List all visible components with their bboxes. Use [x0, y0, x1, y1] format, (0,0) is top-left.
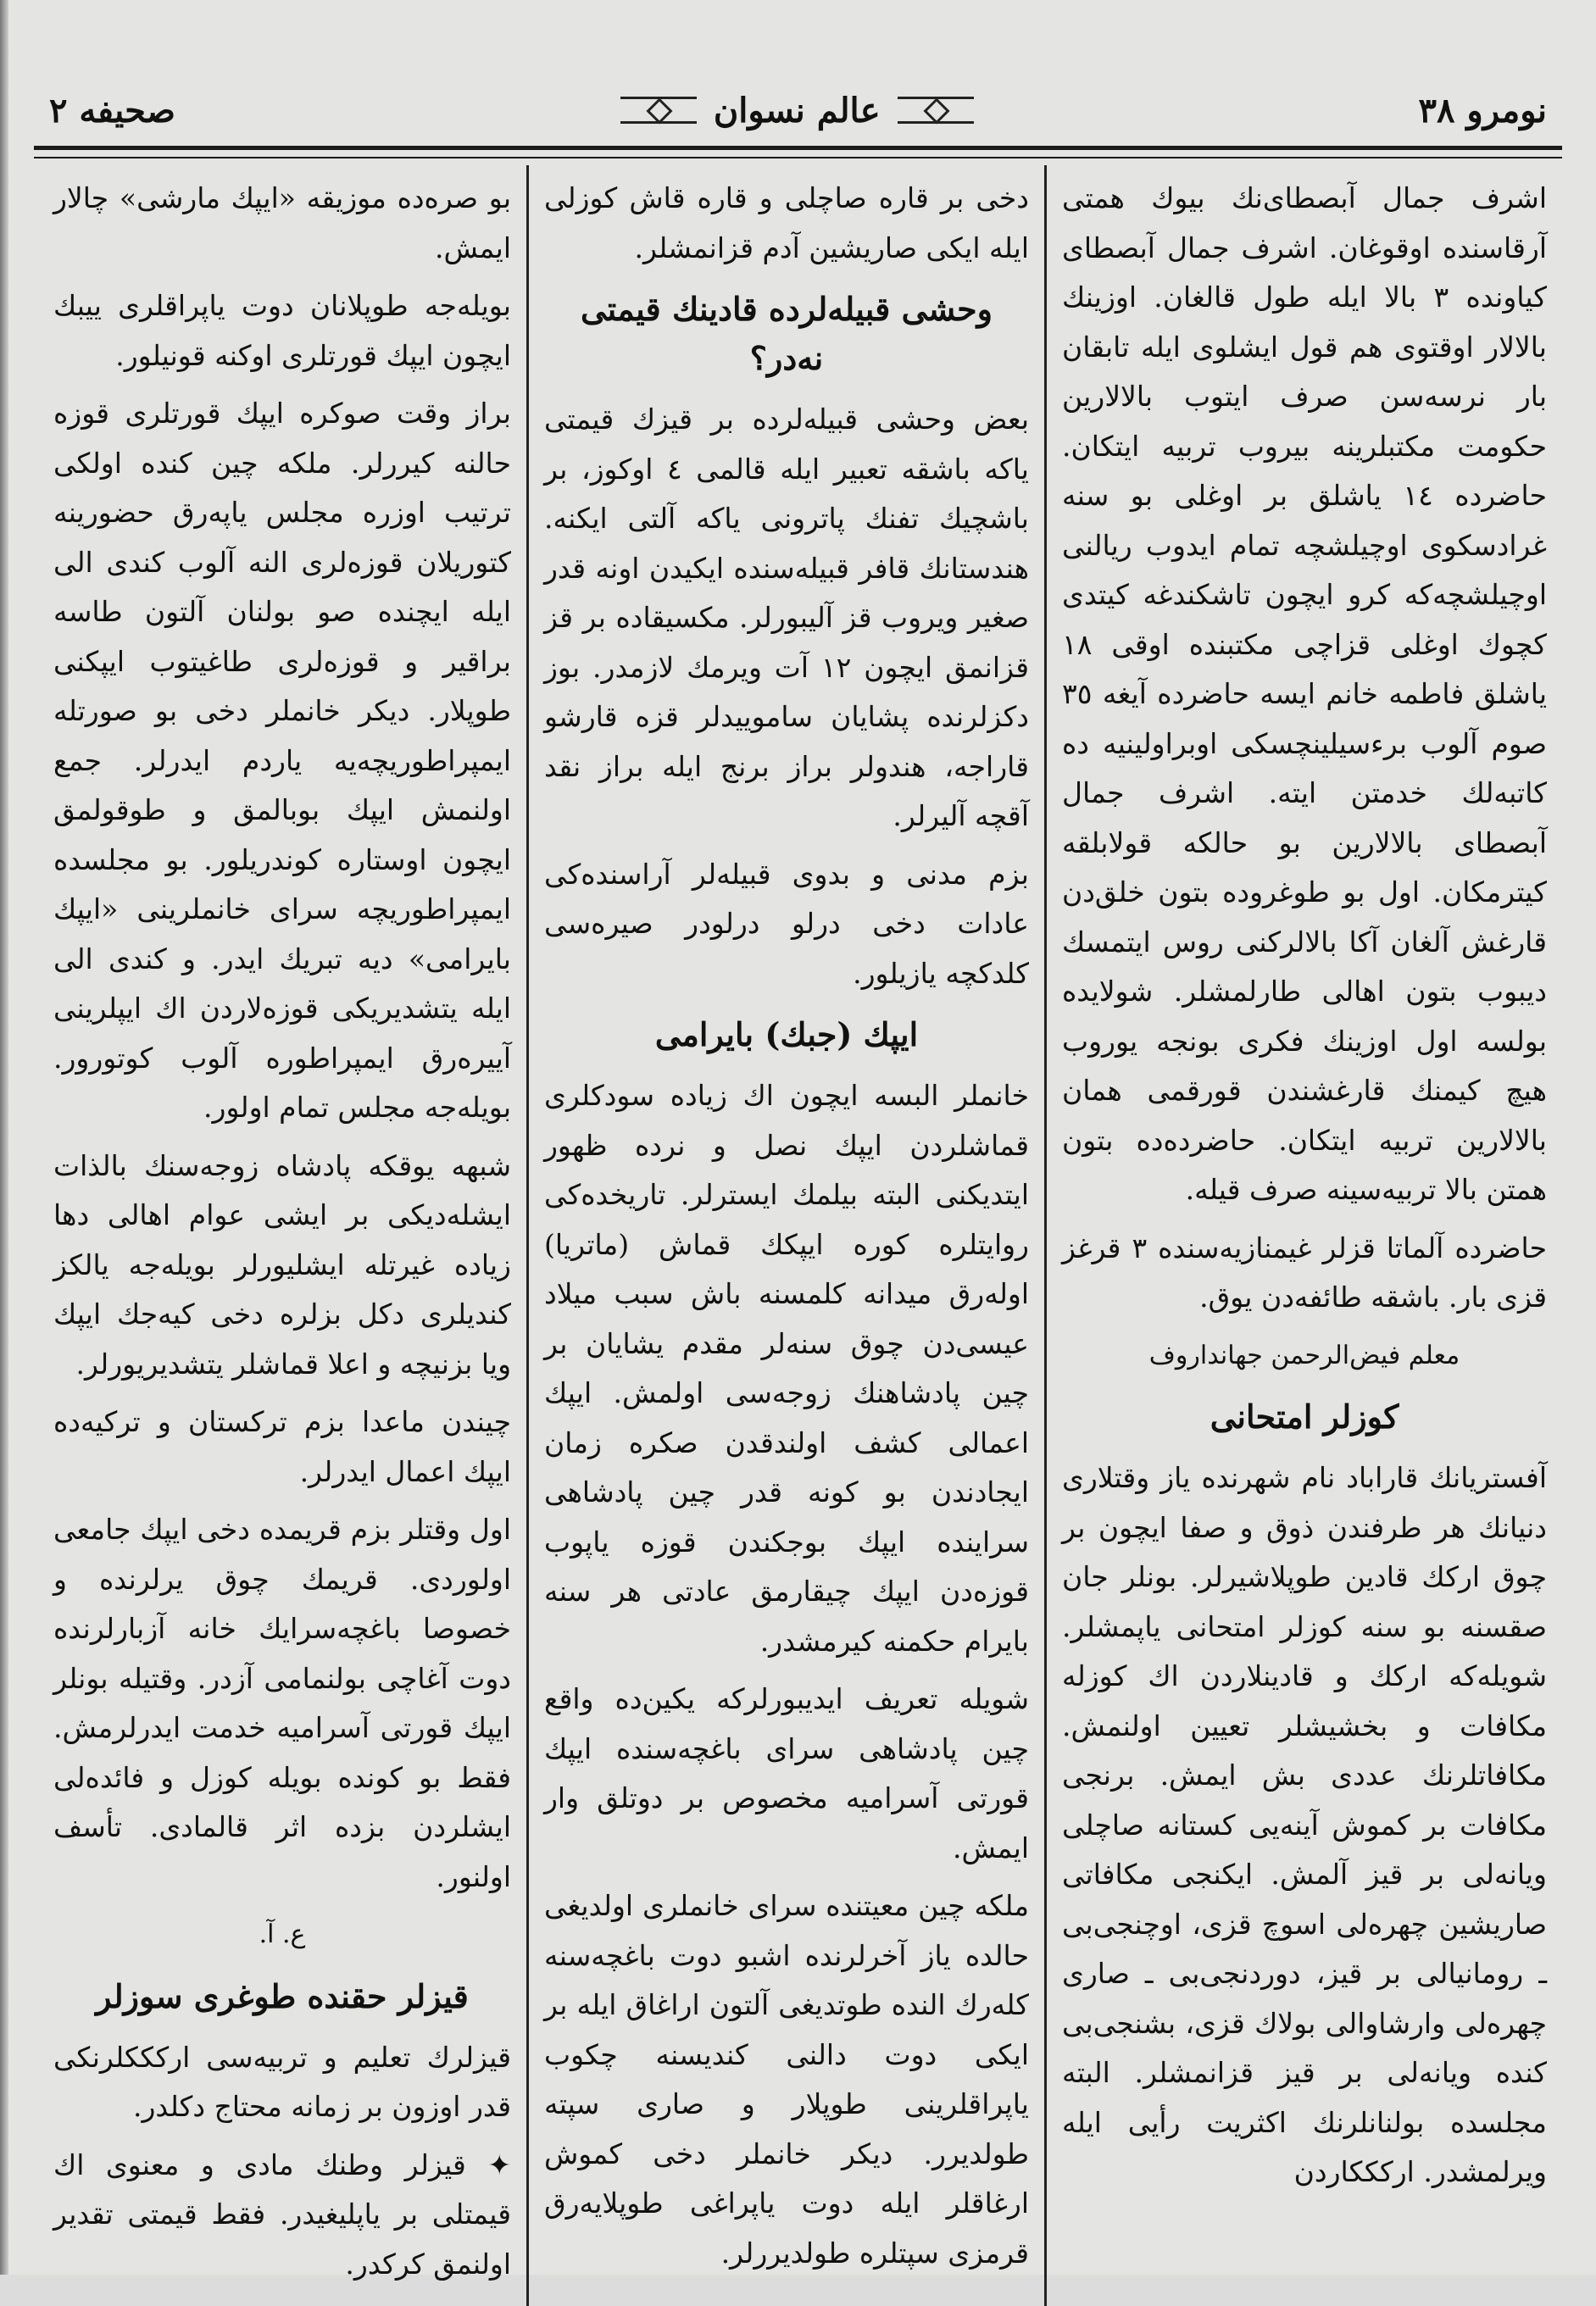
column-divider — [526, 165, 529, 2306]
article-paragraph: حاضرده آلماتا قزلر غيمنازيه‌سنده ٣ قرغز قزی بار. باشقه طائفه‌دن يوق. — [1062, 1231, 1547, 1314]
article-paragraph: چيندن ماعدا بزم تركستان و تركيه‌ده ايپك اعمال ايدرلر. — [53, 1405, 511, 1488]
column-left — [38, 165, 526, 2306]
issue-number: نومرو ٣٨ — [1418, 90, 1547, 131]
article-heading: كوزلر امتحانی — [1210, 1397, 1399, 1436]
column-right — [1047, 165, 1562, 2306]
column-divider — [1044, 165, 1047, 2306]
article-paragraph: بو صره‌ده موزيقه «ايپك مارشی» چالار ايمش. — [53, 181, 511, 264]
article-paragraph: دخی بر قاره صاچلی و قاره قاش كوزلی ايله ايكی صاريشين آدم قزانمشلر. — [544, 181, 1029, 264]
article-paragraph: براز وقت صوكره ايپك قورتلری قوزه حالنه كيررلر. ملكه چين كنده اولكی ترتيب اوزره مجلس ياپه‌رق حضورينه كتوريلان قوزه‌لری النه آلوب كندی الی ايله ايچنده صو بولنان آلتون طاسه براقير و قوزه‌لری طاغيتوب ايپكنی طوپلار. ديكر خانملر دخی بو صورتله ايمپراطوريچه‌يه ياردم ايدرلر. جمع اولنمش ايپك بوبالمق و طوقولمق ايچون اوستاره كوندريلور. بو مجلسده ايمپراطوريچه سرای خانملرينی «ايپك بايرامی» ديه تبريك ايدر. و كندی الی ايله يتشديريكی قوزه‌لاردن اك ايپلرينی آييره‌رق ايمپراطوره آلوب كوتورور. بويله‌جه مجلس تمام اولور. — [53, 397, 511, 1124]
article-heading: ايپك (جبك) بايرامی — [654, 1015, 919, 1053]
article-paragraph: بويله‌جه طوپلانان دوت ياپراقلری ييبك ايچون ايپك قورتلری اوكنه قونيلور. — [53, 289, 511, 372]
author-signature: ع. آ. — [259, 1920, 306, 1949]
article-paragraph: بعض وحشی قبيله‌لرده بر قيزك قيمتی ياكه باشقه تعبير ايله قالمی ٤ اوكوز، بر باشچيك تفنك پاترونی ياكه آلتی ايكنه. هندستانك قافر قبيله‌سنده ايكيدن اونه قدر صغير ويروب قز آليبورلر. مكسيقاده بر قز قزانمق ايچون ١٢ آت ويرمك لازمدر. بوز دكزلرنده پشايان ساموييدلر قزه قارشو قاراجه، هندولر براز برنج ايله براز نقد آقچه آليرلر. — [544, 403, 1030, 832]
page-number: صحيفه ٢ — [49, 90, 175, 131]
ornament-icon — [898, 97, 974, 124]
article-paragraph: قيزلرك تعليم و تربيه‌سی اركككلرنكی قدر اوزون بر زمانه محتاج دكلدر. — [53, 2040, 511, 2123]
article-paragraph: ✦ قيزلر وطنك مادی و معنوی اك قيمتلی بر ياپليغيدر. فقط قيمتی تقدير اولنمق كركدر. — [53, 2148, 511, 2281]
columns — [34, 165, 1562, 2281]
article-paragraph: آفستريانك قارا‌باد نام شهرنده ياز وقتلاری دنيانك هر طرفندن ذوق و صفا ايچون بر چوق اركك قادين طوپلاشيرلر. بونلر جان صقسنه بو سنه كوزلر امتحانی ياپمشلر. شويله‌كه اركك و قادينلاردن اك كوزله مكافات و بخشيشلر تعيين اولنمش. مكافاتلرنك عددی بش ايمش. برنجی مكافات بر كموش آينه‌يی كستانه صاچلی ويانه‌لی بر قيز آلمش. ايكنجی مكافاتی صاريشين چهره‌لی اسوچ قزی، اوچنجی‌بی ـ رومانيالی بر قيز، دوردنجی‌بی ـ صاری چهره‌لی وارشاوالی بولاك قزی، بشنجی‌بی كنده ويانه‌لی بر قيز قزانمشلر. البته مجلسده بولنانلرنك اكثريت رأيی ايله ويرلمشدر. اركككاردن — [1062, 1461, 1547, 2188]
article-paragraph: بزم مدنی و بدوی قبيله‌لر آراسنده‌كی عادات دخی درلو درلودر صيره‌سی كلدكچه يازيلور. — [544, 857, 1029, 990]
article-paragraph: ملكه چين معيتنده سرای خانملری اولديغی حالده ياز آخرلرنده اشبو دوت باغچه‌سنه كله‌رك النده طوتديغی آلتون اراغاق ايله بر ايكی دوت دالنی كنديسنه چكوب ياپراقلرينی طوپلار و صاری سپته طولديرر. ديكر خانملر دخی كموش ارغاقلر ايله دوت ياپراغی طوپلايه‌رق قرمزی سپتلره طولديررلر. — [544, 1889, 1029, 2270]
article-paragraph: شويله تعريف ايديبورلركه يكين‌ده واقع چين پادشاهی سرای باغچه‌سنده ايپك قورتی آسراميه مخصوص بر دوتلق وار ايمش. — [544, 1682, 1029, 1864]
page-header — [49, 76, 1547, 144]
ornament-icon — [620, 97, 697, 124]
article-paragraph: اول وقتلر بزم قريمده دخی ايپك جامعی اولوردی. قريمك چوق يرلرنده و خصوصا باغچه‌سرايك خانه آزبارلرنده دوت آغاچی بولنمامی آزدر. وقتيله بونلر ايپك قورتی آسراميه خدمت ايدرلرمش. فقط بو كونده بويله كوزل و فائده‌لی ايشلردن بزده اثر قالمادی. تأسف اولنور. — [53, 1513, 511, 1893]
article-paragraph: خانملر البسه ايچون اك زياده سودكلری قماشلردن ايپك نصل و نرده ظهور ايتديكنی البته بيلمك ايسترلر. تاريخده‌كی روايتلره كوره ايپكك قماش (ماتريا) اوله‌رق ميدانه كلمسنه باش سبب ميلاد عيسی‌دن چوق سنه‌لر مقدم يشايان بر چين پادشاهنك زوجه‌سی اولمش. ايپك اعمالی كشف اولندقدن صكره زمان ايجادندن بو كونه قدر چين پادشاهی سراينده ايپك بوجكندن قوزه ياپوب قوزه‌دن ايپك چيقارمق عادتی هر سنه بايرام حكمنه كيرمشدر. — [544, 1079, 1029, 1658]
article-paragraph: اشرف جمال آبصطای‌نك بيوك همتی آرقاسنده اوقوغان. اشرف جمال آبصطای كياونده ٣ بالا ايله طول قالغان. اوزينك بالالار اوقتوی هم قول ايشلوی ايله تابقان بار نرسه‌سن صرف ايتوب بالالارين حكومت مكتبلرينه بيروب تربيه ايتكان. حاضرده ١٤ ياشلق بر اوغلی بو سنه غرادسكوی اوچيلشچه تمام ايدوب ريالنی اوچيلشچه‌كه كرو ايچون تاشكندغه كيتدی كچوك اوغلی قزاچی مكتبنده اوقی ١٨ ياشلق فاطمه خانم ايسه حاضرده آيغه ٣٥ صوم آلوب برءسيلينچسكی اوبراولينيه ده كاتبه‌لك خدمتن ايته. اشرف جمال آبصطای بالالارين بو حالكه قولابلقه كيترمكان. اول بو طوغروده بتون خلق‌دن قارغش آلغان آكا بالالركنی روس ايتمسك ديبوب بتون اهالی طارلمشلر. شولايده بولسه اول اوزينك فكری بونجه يوروب هيچ كيمنك قارغشندن قورقمی همان بالالارين تربيه ايتكان. حاضرده‌ده بتون همتن بالا تربيه‌سينه صرف قيله. — [1062, 181, 1547, 1206]
article-paragraph: شبهه يوقكه پادشاه زوجه‌سنك بالذات ايشله‌ديكی بر ايشی عوام اهالی دها زياده غيرتله ايشليورلر بويله‌جه يالكز كنديلری دكل بزلره دخی كيه‌جك ايپك ويا بزنيچه و اعلا قماشلر يتشديريورلر. — [53, 1148, 511, 1381]
header-rule — [34, 146, 1562, 158]
article-heading: وحشی قبيله‌لرده قادينك قيمتی نه‌در؟ — [580, 290, 993, 377]
author-signature: معلم فيض‌الرحمن جهانداروف — [1148, 1340, 1460, 1370]
article-heading: قيزلر حقنده طوغری سوزلر — [96, 1976, 469, 2015]
column-middle — [529, 165, 1044, 2306]
page-edge — [0, 0, 8, 2275]
masthead — [620, 91, 974, 131]
masthead-title: عالم نسوان — [713, 90, 881, 131]
